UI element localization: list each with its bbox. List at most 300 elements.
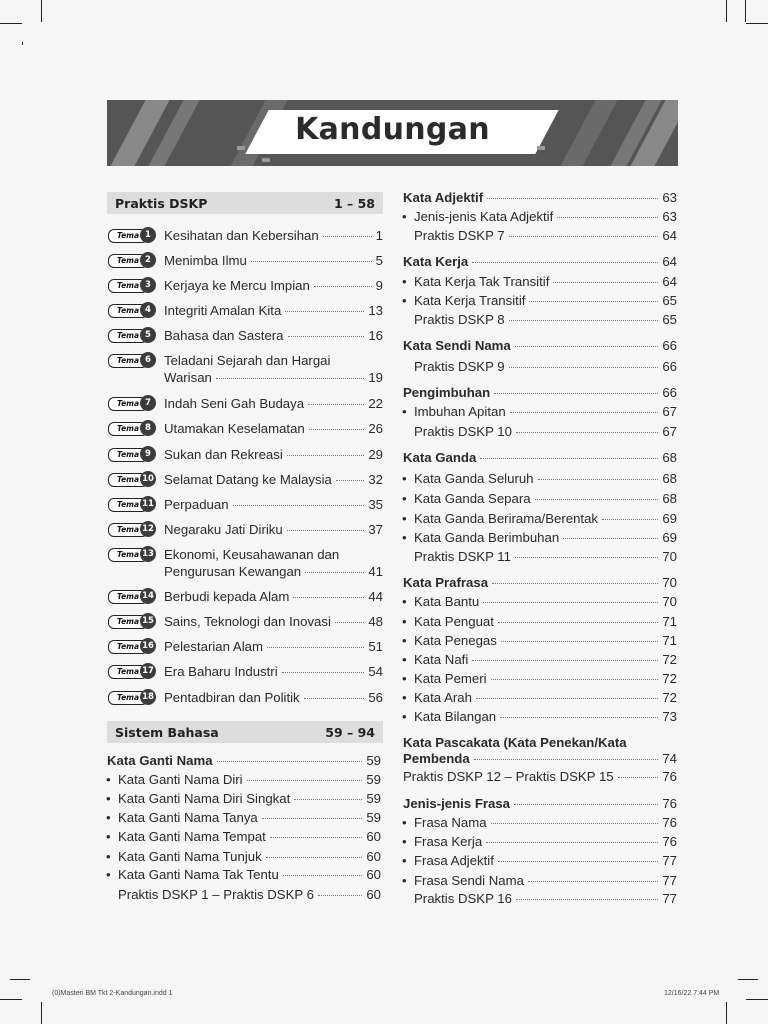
tema-title: Kesihatan dan Kebersihan	[164, 228, 319, 243]
tema-number: 12	[140, 521, 156, 537]
entry-title: Praktis DSKP 12 – Praktis DSKP 15	[403, 769, 614, 784]
page-number: 76	[662, 769, 677, 784]
leader-dots	[270, 837, 363, 838]
toc-entry[interactable]	[414, 227, 677, 244]
page-number: 5	[375, 253, 383, 268]
file-slug: (0)Masteri BM Tkt 2-Kandungan.indd 1	[52, 990, 173, 997]
tema-badge	[108, 252, 158, 268]
toc-entry[interactable]	[414, 358, 677, 375]
entry-title: • Kata Bilangan	[414, 708, 496, 725]
entry-title: • Jenis-jenis Kata Adjektif	[414, 208, 553, 225]
page-number: 77	[662, 853, 677, 868]
leader-dots	[538, 479, 659, 480]
crop-mark	[745, 0, 746, 22]
leader-dots	[516, 432, 658, 433]
entry-title: • Kata Pemeri	[414, 670, 487, 687]
tema-title: Bahasa dan Sastera	[164, 328, 284, 343]
tema-badge	[108, 352, 158, 368]
entry-title: • Kata Ganti Nama Tak Tentu	[118, 866, 279, 883]
section-sistem-bahasa	[107, 721, 383, 743]
entry-title: Kata Sendi Nama	[403, 338, 511, 353]
tema-label: Tema	[108, 523, 148, 537]
page-number: 69	[662, 530, 677, 545]
crop-mark	[746, 999, 768, 1000]
entry-title: Jenis-jenis Frasa	[403, 796, 511, 811]
tema-title: Berbudi kepada Alam	[164, 589, 290, 604]
toc-entry[interactable]	[118, 771, 381, 788]
toc-entry-tema[interactable]	[108, 588, 383, 605]
page-number: 72	[662, 652, 677, 667]
leader-dots	[491, 679, 659, 680]
toc-entry[interactable]	[414, 529, 677, 546]
tema-title: Selamat Datang ke Malaysia	[164, 472, 332, 487]
page-number: 60	[366, 867, 381, 882]
page-number: 76	[662, 796, 677, 811]
page-number: 68	[662, 471, 677, 486]
leader-dots	[553, 282, 658, 283]
tema-title: Warisan	[164, 370, 212, 385]
tema-label: Tema	[108, 473, 148, 487]
entry-title: Kata Ganda	[403, 450, 477, 465]
leader-dots	[494, 393, 658, 394]
page-number: 76	[662, 834, 677, 849]
tema-number: 9	[140, 446, 156, 462]
leader-dots	[304, 698, 365, 699]
tema-badge	[108, 496, 158, 512]
toc-entry-tema[interactable]	[108, 446, 383, 463]
entry-title: Praktis DSKP 7	[414, 228, 505, 243]
leader-dots	[318, 895, 362, 896]
tema-title: Perpaduan	[164, 497, 229, 512]
crop-mark	[41, 1002, 42, 1024]
crop-mark	[726, 1002, 727, 1024]
leader-dots	[294, 799, 362, 800]
tema-badge	[108, 613, 158, 629]
page-title: Kandungan	[295, 112, 490, 147]
tema-label: Tema	[108, 615, 148, 629]
tema-number: 1	[140, 227, 156, 243]
leader-dots	[529, 301, 658, 302]
entry-title: • Kata Ganti Nama Tunjuk	[118, 848, 262, 865]
toc-entry-tema[interactable]	[108, 613, 383, 630]
tema-title: Integriti Amalan Kita	[164, 303, 282, 318]
entry-title: • Kata Ganda Berimbuhan	[414, 529, 559, 546]
page-number: 70	[662, 549, 677, 564]
toc-entry[interactable]	[414, 423, 677, 440]
leader-dots	[217, 761, 363, 762]
tema-badge	[108, 420, 158, 436]
crop-mark	[746, 23, 768, 24]
page-number: 66	[662, 338, 677, 353]
page-number: 59	[366, 810, 381, 825]
leader-dots	[510, 412, 659, 413]
leader-dots	[618, 777, 659, 778]
tema-number: 10	[140, 471, 156, 487]
leader-dots	[498, 861, 658, 862]
page-number: 16	[368, 328, 383, 343]
toc-entry-tema[interactable]	[108, 471, 383, 488]
leader-dots	[491, 823, 659, 824]
page-number: 70	[662, 594, 677, 609]
leader-dots	[267, 647, 364, 648]
tema-label: Tema	[108, 279, 148, 293]
leader-dots	[287, 530, 365, 531]
entry-title: Kata Prafrasa	[403, 575, 489, 590]
tema-label: Tema	[108, 329, 148, 343]
entry-title: • Frasa Sendi Nama	[414, 872, 524, 889]
toc-entry[interactable]	[414, 548, 677, 565]
tema-number: 7	[140, 395, 156, 411]
toc-entry[interactable]	[118, 790, 381, 807]
tema-title: Negaraku Jati Diriku	[164, 522, 283, 537]
toc-entry[interactable]	[403, 384, 677, 401]
leader-dots	[516, 899, 658, 900]
tema-number: 8	[140, 420, 156, 436]
entry-title: Kata Adjektif	[403, 190, 484, 205]
page-number: 48	[368, 614, 383, 629]
tema-label: Tema	[108, 448, 148, 462]
tema-label: Tema	[108, 254, 148, 268]
entry-title: • Frasa Adjektif	[414, 852, 494, 869]
tema-label: Tema	[108, 354, 148, 368]
entry-title: • Kata Nafi	[414, 651, 468, 668]
tema-label: Tema	[108, 422, 148, 436]
section-label: Praktis DSKP	[115, 195, 208, 211]
toc-entry[interactable]	[414, 632, 677, 649]
page-number: 26	[368, 421, 383, 436]
toc-entry[interactable]	[403, 337, 677, 354]
tema-badge	[108, 395, 158, 411]
leader-dots	[528, 881, 658, 882]
entry-title: • Kata Ganda Seluruh	[414, 470, 534, 487]
toc-entry-tema[interactable]	[108, 277, 383, 294]
page-number: 51	[368, 639, 383, 654]
page-number: 77	[662, 873, 677, 888]
leader-dots	[293, 597, 364, 598]
entry-title: Praktis DSKP 8	[414, 312, 505, 327]
toc-entry-tema[interactable]	[108, 302, 383, 319]
leader-dots	[285, 311, 364, 312]
leader-dots	[509, 236, 659, 237]
toc-entry[interactable]	[414, 403, 677, 420]
entry-title: Praktis DSKP 10	[414, 424, 512, 439]
page-number: 77	[662, 891, 677, 906]
toc-entry[interactable]	[118, 866, 381, 883]
tema-number: 6	[140, 352, 156, 368]
leader-dots	[563, 538, 658, 539]
toc-entry-tema[interactable]	[108, 227, 383, 244]
entry-title: • Frasa Kerja	[414, 833, 482, 850]
tema-title: Pengurusan Kewangan	[164, 564, 302, 579]
leader-dots	[287, 455, 365, 456]
tema-title: Teladani Sejarah dan Hargai	[164, 353, 331, 368]
tema-title: Sains, Teknologi dan Inovasi	[164, 614, 331, 629]
page-number: 64	[662, 274, 677, 289]
page-number: 35	[368, 497, 383, 512]
tema-label: Tema	[108, 665, 148, 679]
toc-entry-pascakata-line2[interactable]: Pembenda 74	[403, 751, 677, 766]
toc-entry[interactable]	[414, 470, 677, 487]
section-range: 1 – 58	[333, 195, 375, 211]
tema-badge	[108, 663, 158, 679]
toc-entry[interactable]	[403, 189, 677, 206]
entry-title: Kata Kerja	[403, 254, 469, 269]
toc-entry[interactable]	[414, 490, 677, 507]
page-number: 64	[662, 228, 677, 243]
toc-entry[interactable]	[403, 253, 677, 270]
toc-entry[interactable]	[118, 809, 381, 826]
tema-label: Tema	[108, 590, 148, 604]
title-banner	[107, 100, 678, 166]
toc-entry-tema[interactable]	[108, 420, 383, 437]
leader-dots	[501, 641, 658, 642]
tema-title: Kerjaya ke Mercu Impian	[164, 278, 310, 293]
leader-dots	[233, 505, 365, 506]
page-number: 65	[662, 293, 677, 308]
crop-mark	[738, 979, 758, 980]
page-number: 66	[662, 385, 677, 400]
page-number: 63	[662, 209, 677, 224]
tema-title: Utamakan Keselamatan	[164, 421, 305, 436]
toc-entry[interactable]	[414, 890, 677, 907]
tema-number: 16	[140, 638, 156, 654]
toc-entry[interactable]	[107, 752, 381, 769]
tema-number: 14	[140, 588, 156, 604]
crop-mark	[0, 999, 22, 1000]
entry-title: • Kata Bantu	[414, 593, 479, 610]
toc-entry[interactable]	[403, 449, 677, 466]
toc-entry[interactable]	[414, 833, 677, 850]
page-number: 41	[368, 564, 383, 579]
leader-dots	[314, 286, 372, 287]
tema-number: 3	[140, 277, 156, 293]
toc-entry[interactable]	[118, 848, 381, 865]
page-number: 9	[375, 278, 383, 293]
leader-dots	[262, 818, 363, 819]
leader-dots	[282, 672, 365, 673]
page-number: 22	[368, 396, 383, 411]
leader-dots	[472, 262, 658, 263]
tema-title: Sukan dan Rekreasi	[164, 447, 283, 462]
leader-dots	[476, 698, 658, 699]
tema-number: 11	[140, 496, 156, 512]
page-number: 74	[662, 751, 677, 766]
entry-title: • Kata Ganti Nama Tanya	[118, 809, 258, 826]
page-number: 71	[662, 633, 677, 648]
page-number: 19	[368, 370, 383, 385]
toc-entry-tema[interactable]	[108, 663, 383, 680]
toc-entry-tema[interactable]	[108, 689, 383, 706]
crop-mark	[41, 0, 42, 22]
entry-title: • Kata Ganti Nama Tempat	[118, 828, 266, 845]
section-label: Sistem Bahasa	[115, 724, 219, 740]
leader-dots	[535, 499, 659, 500]
leader-dots	[515, 346, 659, 347]
toc-entry[interactable]	[403, 795, 677, 812]
tema-number: 4	[140, 302, 156, 318]
entry-title: • Kata Ganda Berirama/Berentak	[414, 510, 598, 527]
leader-dots	[288, 336, 365, 337]
leader-dots	[305, 572, 364, 573]
toc-entry-tema[interactable]	[108, 352, 383, 386]
page-number: 59	[366, 772, 381, 787]
toc-entry-pascakata[interactable]: Kata Pascakata (Kata Penekan/Kata	[403, 735, 627, 750]
tema-label: Tema	[108, 691, 148, 705]
tema-label: Tema	[108, 640, 148, 654]
tema-title: Indah Seni Gah Budaya	[164, 396, 305, 411]
entry-title: Praktis DSKP 11	[414, 549, 511, 564]
toc-entry[interactable]	[414, 708, 677, 725]
tema-title: Pelestarian Alam	[164, 639, 263, 654]
toc-entry[interactable]	[414, 852, 677, 869]
leader-dots	[602, 519, 658, 520]
leader-dots	[336, 480, 364, 481]
entry-title: Praktis DSKP 1 – Praktis DSKP 6	[118, 887, 314, 902]
entry-title: • Kata Ganti Nama Diri	[118, 771, 243, 788]
leader-dots	[500, 717, 658, 718]
entry-title: • Imbuhan Apitan	[414, 403, 506, 420]
page-number: 76	[662, 815, 677, 830]
tema-title: Era Baharu Industri	[164, 664, 278, 679]
crop-mark	[0, 23, 22, 24]
toc-entry-tema[interactable]	[108, 252, 383, 269]
toc-entry[interactable]	[403, 574, 677, 591]
entry-title: • Kata Ganda Separa	[414, 490, 531, 507]
toc-entry[interactable]	[414, 593, 677, 610]
tema-label: Tema	[108, 498, 148, 512]
leader-dots	[266, 857, 363, 858]
tema-number: 2	[140, 252, 156, 268]
tema-title: Menimba Ilmu	[164, 253, 247, 268]
toc-entry[interactable]	[118, 886, 381, 903]
tema-badge	[108, 638, 158, 654]
page-number: 13	[368, 303, 383, 318]
entry-title: • Kata Penegas	[414, 632, 497, 649]
page-number: 72	[662, 671, 677, 686]
tema-badge	[108, 588, 158, 604]
page-number: 73	[662, 709, 677, 724]
toc-entry[interactable]	[414, 670, 677, 687]
leader-dots	[323, 236, 372, 237]
entry-title: • Kata Arah	[414, 689, 472, 706]
page-number: 56	[368, 690, 383, 705]
leader-dots	[498, 622, 658, 623]
toc-entry[interactable]	[403, 768, 677, 785]
tema-number: 15	[140, 613, 156, 629]
page-number: 44	[368, 589, 383, 604]
page-number: 68	[662, 450, 677, 465]
leader-dots	[335, 622, 364, 623]
tema-label: Tema	[108, 548, 148, 562]
tema-badge	[108, 227, 158, 243]
leader-dots	[486, 842, 658, 843]
leader-dots	[308, 404, 364, 405]
page-number: 68	[662, 491, 677, 506]
page-number: 64	[662, 254, 677, 269]
toc-entry[interactable]	[414, 510, 677, 527]
leader-dots	[309, 429, 365, 430]
toc-entry[interactable]	[414, 613, 677, 630]
page-number: 60	[366, 887, 381, 902]
toc-entry-tema[interactable]	[108, 327, 383, 344]
page-number: 70	[662, 575, 677, 590]
tema-label: Tema	[108, 304, 148, 318]
page-number: 67	[662, 404, 677, 419]
tema-badge	[108, 446, 158, 462]
page-number: 66	[662, 359, 677, 374]
toc-entry[interactable]	[414, 814, 677, 831]
page-number: 71	[662, 614, 677, 629]
tema-number: 13	[140, 546, 156, 562]
crop-mark	[22, 42, 23, 45]
leader-dots	[509, 320, 659, 321]
toc-entry-tema[interactable]	[108, 638, 383, 655]
crop-mark	[726, 0, 727, 22]
page-number: 59	[366, 791, 381, 806]
entry-title: Praktis DSKP 16	[414, 891, 512, 906]
leader-dots	[509, 367, 659, 368]
leader-dots	[514, 804, 658, 805]
tema-badge	[108, 327, 158, 343]
tema-badge	[108, 277, 158, 293]
page-number: 67	[662, 424, 677, 439]
leader-dots	[487, 198, 658, 199]
crop-mark	[10, 979, 30, 980]
leader-dots	[472, 660, 658, 661]
toc-entry[interactable]	[414, 651, 677, 668]
leader-dots	[492, 583, 658, 584]
toc-entry[interactable]	[414, 292, 677, 309]
tema-number: 5	[140, 327, 156, 343]
tema-label: Tema	[108, 229, 148, 243]
page-number: 63	[662, 190, 677, 205]
tema-badge	[108, 302, 158, 318]
toc-entry[interactable]	[414, 689, 677, 706]
leader-dots	[557, 217, 658, 218]
toc-entry[interactable]	[414, 208, 677, 225]
entry-title: • Kata Penguat	[414, 613, 494, 630]
toc-entry[interactable]	[414, 273, 677, 290]
toc-entry[interactable]	[118, 828, 381, 845]
leader-dots	[515, 557, 658, 558]
leader-dots	[480, 458, 658, 459]
page-number: 29	[368, 447, 383, 462]
entry-title: • Kata Kerja Tak Transitif	[414, 273, 549, 290]
page-number: 60	[366, 829, 381, 844]
toc-entry-tema[interactable]	[108, 395, 383, 412]
leader-dots	[251, 261, 372, 262]
tema-badge	[108, 689, 158, 705]
toc-entry[interactable]	[414, 872, 677, 889]
page-number: 59	[366, 753, 381, 768]
page-number: 37	[368, 522, 383, 537]
page-number: 1	[375, 228, 383, 243]
toc-entry-tema[interactable]	[108, 521, 383, 538]
leader-dots	[283, 875, 363, 876]
leader-dots	[216, 378, 364, 379]
tema-badge	[108, 471, 158, 487]
toc-entry[interactable]	[414, 311, 677, 328]
page-number: 60	[366, 849, 381, 864]
page-number: 72	[662, 690, 677, 705]
page-number: 54	[368, 664, 383, 679]
page-number: 32	[368, 472, 383, 487]
date-slug: 12/16/22 7:44 PM	[664, 990, 720, 997]
toc-entry-tema[interactable]	[108, 546, 383, 580]
tema-badge	[108, 521, 158, 537]
toc-entry-tema[interactable]	[108, 496, 383, 513]
tema-title: Ekonomi, Keusahawanan dan	[164, 547, 340, 562]
